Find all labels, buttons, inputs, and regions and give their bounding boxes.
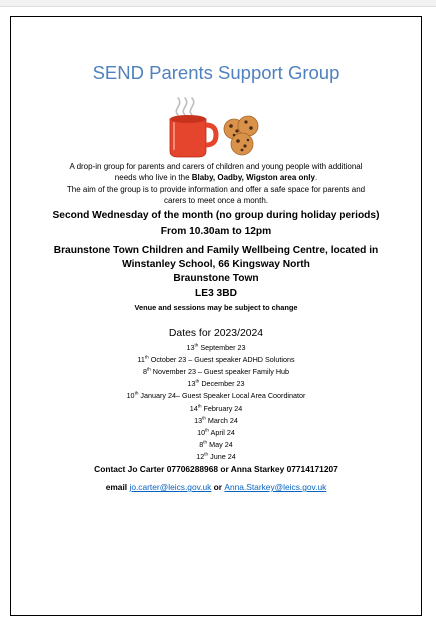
date-item [11,440,421,449]
date-item [11,404,421,413]
date-item [11,355,421,364]
email-or: or [211,482,225,492]
intro-line-2-text: needs who live in the [114,173,192,182]
date-item [11,391,421,400]
date-day: 8 [142,367,147,377]
meeting-time: From 10.30am to 12pm [160,226,272,237]
flyer-page [10,16,422,616]
intro-line-2-end: . [314,173,318,182]
window-top-bar [0,0,436,7]
date-item [11,416,421,425]
date-description: October 23 – Guest speaker ADHD Solutions [148,355,295,365]
contact-line: Contact Jo Carter 07706288968 or Anna Starkey 07714171207 [94,464,338,474]
date-ordinal-suffix: th [146,366,151,372]
date-item [11,428,421,437]
area-restriction: Blaby, Oadby, Wigston area only [191,173,315,182]
date-ordinal-suffix: th [134,391,139,396]
date-description: April 24 [208,427,235,437]
date-item [11,379,421,388]
mug-icon [170,115,216,157]
date-description: January 24– Guest Speaker Local Area Coordinator [138,391,306,401]
date-day: 10 [126,391,135,401]
date-ordinal-suffix: th [197,403,202,409]
venue-postcode: LE3 3BD [195,288,237,299]
date-day: 13 [186,343,195,352]
date-day: 11 [137,355,145,365]
venue-note: Venue and sessions may be subject to change [134,303,298,312]
venue-line-1: Braunstone Town Children and Family Wellbeing Centre, located in [53,245,379,256]
date-ordinal-suffix: th [144,354,149,360]
date-description: May 24 [207,439,233,449]
date-ordinal-suffix: th [194,342,199,348]
date-description: September 23 [198,343,246,352]
email-link-anna-starkey[interactable]: Anna.Starkey@leics.gov.uk [224,482,327,492]
date-ordinal-suffix: th [195,378,200,384]
meeting-frequency: Second Wednesday of the month (no group during holiday periods) [52,210,380,221]
date-item [11,367,421,376]
date-ordinal-suffix: th [203,439,208,445]
date-day: 14 [189,403,198,413]
steam-icon [176,98,193,115]
venue-line-3: Braunstone Town [173,273,259,284]
intro-line-1: A drop-in group for parents and carers of children and young people with additional [69,162,363,171]
date-day: 12 [196,451,205,461]
intro-line-2 [11,173,421,184]
date-ordinal-suffix: th [202,415,206,421]
page-title: SEND Parents Support Group [92,62,340,83]
email-line [11,482,421,493]
date-item [11,343,421,352]
date-description: June 24 [208,451,236,461]
cookies-icon [224,116,258,155]
date-item [11,452,421,461]
venue-line-2: Winstanley School, 66 Kingsway North [122,259,310,270]
date-description: December 23 [199,379,245,389]
coffee-and-cookies-illustration [156,93,264,159]
date-ordinal-suffix: th [205,427,209,433]
email-link-jo-carter[interactable]: jo.carter@leics.gov.uk [129,482,212,492]
dates-heading: Dates for 2023/2024 [168,328,264,339]
date-description: November 23 – Guest speaker Family Hub [150,367,290,377]
date-day: 8 [199,439,204,449]
email-label: email [105,482,130,492]
date-day: 10 [197,427,206,437]
date-day: 13 [194,415,203,425]
date-ordinal-suffix: th [204,451,209,457]
intro-line-4: carers to meet once a month. [163,196,269,205]
date-description: March 24 [205,415,238,425]
date-day: 13 [187,379,196,389]
date-description: February 24 [201,403,243,413]
intro-line-3: The aim of the group is to provide information and offer a safe space for parents and [66,185,366,194]
